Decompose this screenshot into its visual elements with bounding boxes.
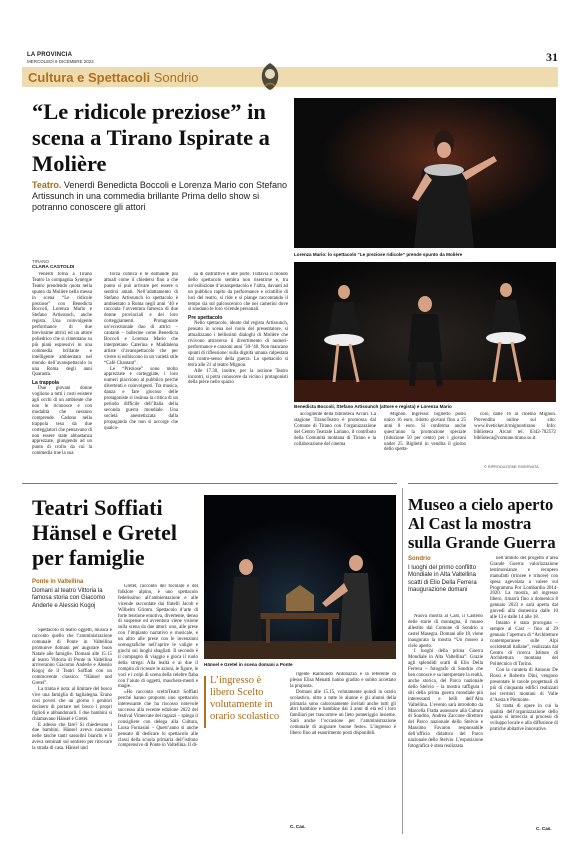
article1-byline-author: CLARA CASTOLDI [32, 265, 75, 270]
article3-col2-p1: nell’ambito del progetto d’area Grande Guerra: valorizzazione testimonianze e recupero manufatti (trincee e trincee) con spesa agevolata a valere sul Programma Por Lombardia 2014-2020. La mostra, ad ingresso libero, rimarrà fino a domenica 8 gennaio 2023 e sarà aperta dal giovedì alla domenica dalle 10 alle 13 e dalle 14 alle 18. [490, 556, 558, 621]
article3-col2-p4: Si tratta di opere in cui la qualità dell’organizzazione dello spazio si intreccia ai processi di sviluppo locale e alla diffusione di pratiche abitative innovative. [490, 703, 558, 733]
article2-column-3 [290, 672, 396, 822]
article2-col1-p1: Spettacolo di teatro oggetti, musica e racconto quello che l’amministrazione comunale di Ponte in Valtellina promuove domani per augurare buon Natale alle famiglie. Domani alle 15.15 al teatro Vittoria di Ponte in Valtellina arriveranno Giacomo Anderle e Alessio Kogoj de il Teatri Soffiati con un commovente classico: “Hänsel und Gretel”. [32, 628, 112, 687]
divider-article2 [22, 483, 397, 484]
issue-date: MERCOLEDÌ 9 DICEMBRE 2022 [27, 59, 94, 64]
article1-col3-p2: Nello spettacolo, ideato dal regista Artissunch, pensato in scena nel ruolo del presentatore, si attualizzano i bellissimi dialoghi di Molière che rivivono attraverso il divertimento di numeri-performance e canzoni anni ’30-’40. Non mancano spunti di riflessione: sulla dignità umana calpestata dal contro-senso della guerra. Lo spettacolo si terrà alle 21 al teatro Mignon. [188, 321, 288, 368]
photo3-caption: Hänsel e Gretel in scena domani a Ponte [204, 662, 293, 667]
photo1-caption: Lorenza Mario: lo spettacolo “Le preziose ridicole” prende spunto da Molière [294, 252, 463, 257]
article2-col1-p3: E adesso che fare? Si chiedevano i due bambini. Hänsel aveva nascosto nelle tasche tanti sassolini bianchi e li aveva seminati sul sentiero per ritrovare la strada di casa. Hänsel und [32, 722, 112, 752]
article1-column-2 [104, 272, 178, 518]
article3-column-1 [408, 614, 483, 834]
article2-column-2 [118, 584, 198, 834]
article1-col3-p3: Alle 17.30, inoltre, per la sezione Teatro incontri, si potrà conoscere da vicino i protagonisti della pièce nello spazio [188, 368, 288, 386]
article2-pull-quote: L’ingresso è libero Scelto volutamente in orario scolastico [210, 675, 280, 722]
quote-bar [204, 676, 206, 728]
article3-deck: I luoghi del primo conflitto Mondiale in Alta Valtellina scatti di Elio Della Ferrera Inaugurazione domani [408, 565, 477, 593]
page-number: 31 [546, 50, 558, 64]
article2-deck: Domani al teatro Vittoria la famosa storia con Giacomo Anderle e Alessio Kogoj [32, 588, 106, 609]
crest-icon [258, 61, 282, 91]
article1-lead-tag: Teatro. [32, 180, 62, 190]
article1-col1-subheading: La trappola [32, 380, 59, 387]
article1-col1-p2: Due giovani donne vogliono a tutti i costi esistere agli occhi di un ambiente che non le riconosce e con modalità che nessuno comprende. Cadono nella trappola tesa da due corteggiatori che pensavano di non essere state abbastanza apprezzate, giungendo ad un punto di crollo da cui la commedia trae la sua [32, 386, 92, 457]
article1-col1-p1: Venerdì torna a Tirano Teatro la compagnia Synergie Teatro prendendo quota nella spunto da Molière nella messa in scena “Le ridicole preziose” con Benedicta Boccoli, Lorenza Mario e Stefano Artissunch, anche regista. Una coinvolgente performance di due brevissime attrici ed un attore poliedrico che si cimentano su più piani espressivi in una commedia brillante e intelligente ambientata nel mondo dell’avanspettacolo in una Roma degli anni Quaranta. [32, 272, 92, 378]
article1-column-3 [188, 272, 288, 518]
article1-col2-p2: Le “Preziose” sono molto apprezzate e corteggiate, i loro numeri piacciono al pubblico perché divertenti e coinvolgenti. Tra musica, danza e fare giocoso delle protagoniste si insinua la critica di un periodo difficile dell’Italia della seconda guerra mondiale. Una società anestetizzata dalla propaganda che non si accorge che qualco- [104, 366, 178, 431]
article3-signature: C. Cas. [536, 826, 552, 831]
article3-col2-p3: Con la curatela di Antonio De Rossi e Roberto Dini, vengono presentate le tavole progettuali di più di cinquanta edifici realizzati nei territori montani di Valle d’Aosta e Piemonte. [490, 668, 558, 703]
article1-column-6 [474, 412, 556, 464]
article1-column-5 [384, 412, 466, 472]
article2-title: Teatri Soffiati Hänsel e Gretel per famiglie [32, 495, 177, 570]
article1-col5-p1: Mignon. Ingresso: biglietto posto unico 16 euro, ridotto giovani fino a 25 anni 8 euro. Si conferma anche quest’anno la promozione speciale (riduzione 50 per cento) per i giovani under 25. Biglietti in vendita il giorno dello spetta- [384, 412, 466, 453]
article1-column-1 [32, 272, 92, 518]
article3-kicker: Sondrio [408, 556, 431, 562]
article1-col2-p1: forza comica e le domande più attuali come il chiedersi fino a che punto si può arrivare per essere o sentirsi amati. Nell’adattamento di Stefano Artissunch lo spettacolo è ambientato a Roma negli anni ’40 e racconta l’avventura farsesca di due donne provinciali e dei loro corteggiamenti. Protagoniste un’eccezionale duo di attrici – cantanti – ballerine come Benedicta Boccoli e Lorenza Mario che interpretano Caterina e Maddalena artiste d’avanspettacolo che per vivere si esibiscono in un varietà stile “Café Chantant”. [104, 272, 178, 366]
article3-col2-p2: Intanto è stata prorogata – sempre al Cast – fino al 29 gennaio l’apertura di “Architetture contemporanee sulle Alpi occidentali italiane”, realizzata dal Centro di ricerca Istituto di Architettura montana del Politecnico di Torino. [490, 620, 558, 668]
article2-col3-p1: rigente Raimondo Antonazzo e la referente di plesso Elisa Menatti hanno gradito e subito accettato la proposta. [290, 672, 396, 689]
article1-lead-text: Venerdì Benedicta Boccoli e Lorenza Mario con Stefano Artissunch in una commedia brillante Prima dello show si potranno conoscere gli attori [32, 180, 287, 212]
article3-col1-p2: I luoghi della prima Guerra Mondiale in Alta Valtellina”. Grazie agli splendidi scatti di Elio Della Ferrera – fotografo di Sondrio che ben conosce e sa interpretare la realtà, anche storica, del Parco nazionale dello Stelvio – la mostra raffigura i siti della prima guerra mondiale più interessanti e belli dell’Alta Valtellina. L’evento sarà introdotto da Marcella Fratta assessore alla Cultura di Sondrio, Andrea Zaccone direttore del Parco nazionale dello Stelvio e Massimo Favaron responsabile dell’ufficio didattico del Parco nazionale dello Stelvio. L’esposizione fotografica è stata realizzata [408, 649, 483, 749]
stage-photo-1 [294, 98, 556, 248]
article3-title: Museo a cielo aperto Al Cast la mostra sulla Grande Guerra [408, 495, 556, 552]
article1-credit: © RIPRODUZIONE RISERVATA [484, 465, 539, 469]
article2-signature: C. Cas. [290, 824, 306, 829]
article2-column-1 [32, 628, 112, 834]
photo-hansel-gretel [204, 495, 396, 659]
article1-col3-p1: sa di distruttivo è alle porte. Tuttavia il mondo dello spettacolo sembra non risentirne e, tra un’esibizione d’avanspettacolo e l’altra, davanti ad un pubblico rapito da performance e scintillio di luci del teatro, si ride e si piange raccontando il tempo sia sul palcoscenico che nei camerini dove si snodano le loro vicende personali. [188, 272, 288, 313]
article1-col6-p1: colo, dalle 16 al cinema Mignon. Prevendita online sul sito: www.liveticket.it/mignontirano Info: biblioteca Arcari tel. 0342-702572 biblioteca@comune.tirano.so.it. [474, 412, 556, 441]
stage-photo-3 [204, 495, 396, 659]
article3-column-2 [490, 556, 558, 826]
article3-col1-p1: Nuova mostra al Cast, il Castello delle storie di montagna, il museo allestito dal Comune di Sondrio a castel Masegra. Domani alle 18, viene inaugurata la mostra “Un museo a cielo aperto. [408, 614, 483, 649]
section-subtitle: Sondrio [153, 70, 199, 85]
newspaper-name: LA PROVINCIA [27, 52, 73, 58]
section-name: Cultura e Spettacoli [28, 70, 151, 85]
article1-byline-place: TIRANO [32, 259, 50, 264]
divider-article3 [408, 483, 558, 484]
article2-col1-p2: La trama è nota: al limitare del bosco vive una famiglia di taglialegna. Erano così poveri che un giorno i genitori decisero di portare nel bosco i propri figlioli e abbandonarli. I due bambini si chiamavano Hänsel e Gretel. [32, 687, 112, 722]
article1-title: “Le ridicole preziose” in scena a Tirano Ispirate a Molière [32, 99, 270, 176]
article2-col2-p2: «Ho racconto sceltoTeatri Soffiati perché hanno proposto uno spettacolo interessante che ha riscosso notevole successo alla recente edizione 2022 del festival Vimercate dei ragazzi – spiega il consigliere con delega alla Cultura, Luisa Fornasini – Quest’anno si anche pensato di dedicare lo spettacolo alle classi della scuola primaria dell’istituto comprensivo di Ponte in Valtellina. Il di- [118, 690, 198, 749]
article1-lead [32, 180, 290, 213]
stage-photo-2 [294, 262, 556, 402]
article1-col4-p1: accogliente della biblioteca Arcari. La stagione TiranoTeatro è promossa dal Comune di Tirano con l’organizzazione del Centro Teatrale Lariano, il contributo della Comunità montana di Tirano e la collaborazione del cinema [294, 412, 376, 447]
article1-col3-subheading: Pre spettacolo [188, 315, 223, 322]
article1-column-4 [294, 412, 376, 472]
column-divider [402, 488, 403, 834]
article2-kicker: Ponte in Valtellina [32, 579, 84, 585]
photo2-caption: Benedicta Boccoli, Stefano Artissunch (attore e regista) e Lorenza Mario [294, 404, 452, 409]
photo-three-actors [294, 262, 556, 402]
section-title [28, 70, 199, 85]
article2-col3-p2: Domani alle 15.15, volutamente quindi in orario scolastico, oltre a tutte le alunne e gli alunni della primaria sono calorosamente invitati anche tutti gli altri bambine e bambine dai 3 anni di età ed i loro familiari per trascorrere un lieto pomeriggio insieme. Sarà anche l’occasione per l’amministrazione comunale di augurare buone feste». L’ingresso è libero fino ad esaurimento posti disponibili. [290, 689, 396, 737]
article2-col2-p1: Gretel, racconto del focolare e del folklore alpino, è uno spettacolo fedelissimo all’ambientazione e alle vicende raccontate dai fratelli Jacob e Wilhelm Grimm. Spettacolo d’arte di forte tensione emotiva, divertente, denso di suspense ed avventura viene visione sulla scena da due attori: uno, alle prese con l’impianto narrativo e musicale, e un altro alle prese con le invenzioni scenografiche nell’aprire le valigie e giochi sui luoghi sbagliati. Il secondo è il compagno di viaggio e gioca il ruolo della strega: Alla lealtà e ai due il compito di ricreare le azioni, le figure, le voci e i colpi di scena della celebre fiaba con l’aiuto di oggetti, maschera-menti e magie. [118, 584, 198, 690]
photo-lorenza-mario [294, 98, 556, 248]
